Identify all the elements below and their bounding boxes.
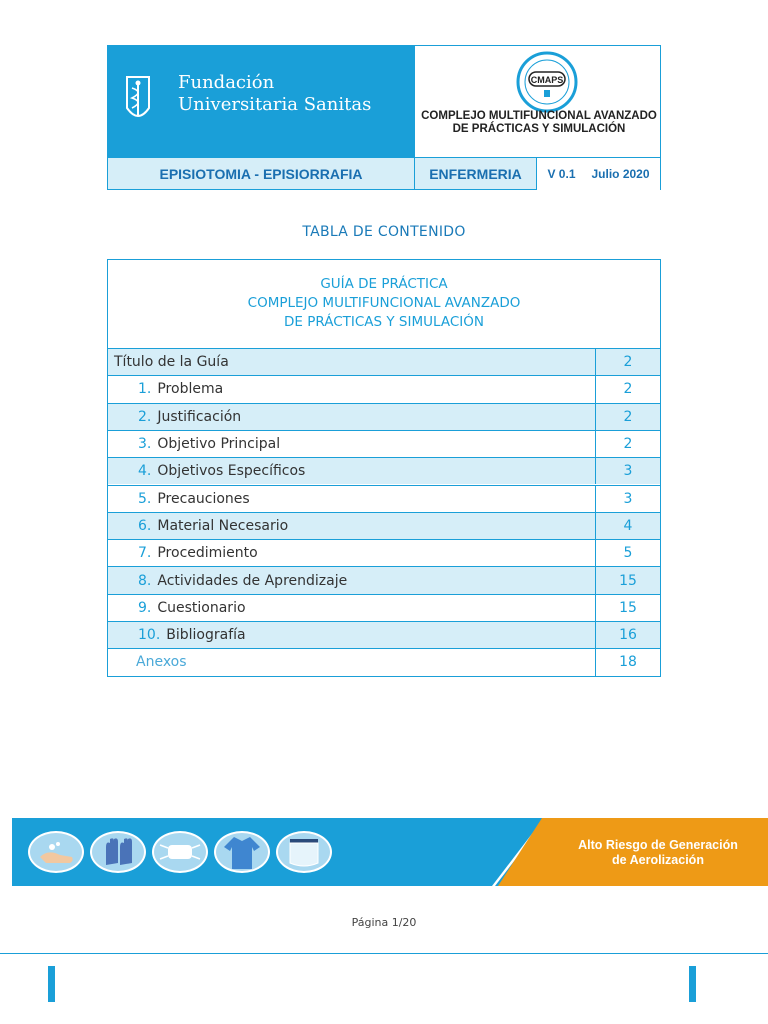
document-header xyxy=(107,45,661,190)
toc-label: Justificación xyxy=(157,408,242,425)
toc-page-number: 16 xyxy=(595,622,660,648)
institution-logo-area xyxy=(108,46,414,157)
toc-label: Título de la Guía xyxy=(114,354,229,371)
toc-page-number: 15 xyxy=(595,567,660,593)
complex-title: COMPLEJO MULTIFUNCIONAL AVANZADO DE PRÁCTICAS Y SIMULACIÓN xyxy=(421,110,657,135)
document-info-row xyxy=(108,157,660,189)
institution-name-line1: Fundación xyxy=(178,72,275,93)
toc-page-number: 2 xyxy=(595,431,660,457)
toc-row[interactable] xyxy=(108,648,660,675)
toc-header-line1: GUÍA DE PRÁCTICA xyxy=(320,276,448,292)
ppe-banner xyxy=(12,818,768,886)
toc-page-number: 2 xyxy=(595,376,660,402)
toc-page-number: 18 xyxy=(595,649,660,675)
toc-label: Actividades de Aprendizaje xyxy=(157,572,348,589)
crest-icon xyxy=(124,74,152,128)
gloves-icon xyxy=(90,831,146,873)
toc-row[interactable] xyxy=(108,375,660,402)
footer-divider xyxy=(0,953,768,954)
toc-number: 9. xyxy=(138,599,152,616)
toc-row[interactable] xyxy=(108,621,660,648)
toc-number: 2. xyxy=(138,408,152,425)
date-label: Julio 2020 xyxy=(591,167,650,181)
toc-page-number: 2 xyxy=(595,349,660,375)
toc-label: Precauciones xyxy=(157,490,250,507)
toc-row[interactable] xyxy=(108,566,660,593)
toc-header xyxy=(108,260,660,348)
footer-left-bar xyxy=(48,966,55,1002)
toc-number: 10. xyxy=(138,627,161,644)
toc-page-number: 15 xyxy=(595,595,660,621)
toc-row[interactable] xyxy=(108,512,660,539)
toc-label: Cuestionario xyxy=(157,599,246,616)
banner-warning-text xyxy=(548,838,768,868)
toc-number: 7. xyxy=(138,545,152,562)
face-shield-icon xyxy=(276,831,332,873)
toc-header-line3: DE PRÁCTICAS Y SIMULACIÓN xyxy=(284,314,484,330)
toc-page-number: 2 xyxy=(595,404,660,430)
face-mask-icon xyxy=(152,831,208,873)
version-label: V 0.1 xyxy=(547,167,576,181)
toc-row[interactable] xyxy=(108,485,660,512)
version-date-cell xyxy=(536,158,660,190)
toc-number: 4. xyxy=(138,463,152,480)
cmaps-area xyxy=(414,46,662,157)
cmaps-logo xyxy=(515,50,579,114)
toc-row[interactable] xyxy=(108,430,660,457)
toc-label: Problema xyxy=(157,381,224,398)
toc-page-number: 3 xyxy=(595,486,660,512)
toc-number: 6. xyxy=(138,517,152,534)
page-number: Página 1/20 xyxy=(351,916,417,929)
toc-label: Procedimiento xyxy=(157,545,258,562)
toc-table xyxy=(107,259,661,677)
toc-label: Material Necesario xyxy=(157,517,289,534)
toc-header-line2: COMPLEJO MULTIFUNCIONAL AVANZADO xyxy=(247,295,521,311)
toc-row[interactable] xyxy=(108,457,660,484)
toc-page-number: 4 xyxy=(595,513,660,539)
toc-number: 5. xyxy=(138,490,152,507)
toc-label: Objetivos Específicos xyxy=(157,463,306,480)
gown-icon xyxy=(214,831,270,873)
toc-label: Bibliografía xyxy=(166,627,246,644)
toc-page-number: 5 xyxy=(595,540,660,566)
area-label: ENFERMERIA xyxy=(414,158,536,190)
toc-number: 8. xyxy=(138,572,152,589)
banner-line1: Alto Riesgo de Generación xyxy=(578,838,738,852)
toc-label: Objetivo Principal xyxy=(157,436,281,453)
institution-name-line2: Universitaria Sanitas xyxy=(178,94,372,115)
toc-row[interactable] xyxy=(108,594,660,621)
toc-number: 1. xyxy=(138,381,152,398)
handwashing-icon xyxy=(28,831,84,873)
toc-row[interactable] xyxy=(108,348,660,375)
procedure-title: EPISIOTOMIA - EPISIORRAFIA xyxy=(159,166,363,182)
toc-label: Anexos xyxy=(136,654,187,671)
toc-number: 3. xyxy=(138,436,152,453)
banner-line2: de Aerolización xyxy=(612,853,704,867)
footer-right-bar xyxy=(689,966,696,1002)
toc-row[interactable] xyxy=(108,403,660,430)
cmaps-logo-text: CMAPS xyxy=(530,75,564,85)
institution-name xyxy=(178,72,371,116)
toc-title: TABLA DE CONTENIDO xyxy=(302,224,466,240)
toc-page-number: 3 xyxy=(595,458,660,484)
toc-row[interactable] xyxy=(108,539,660,566)
